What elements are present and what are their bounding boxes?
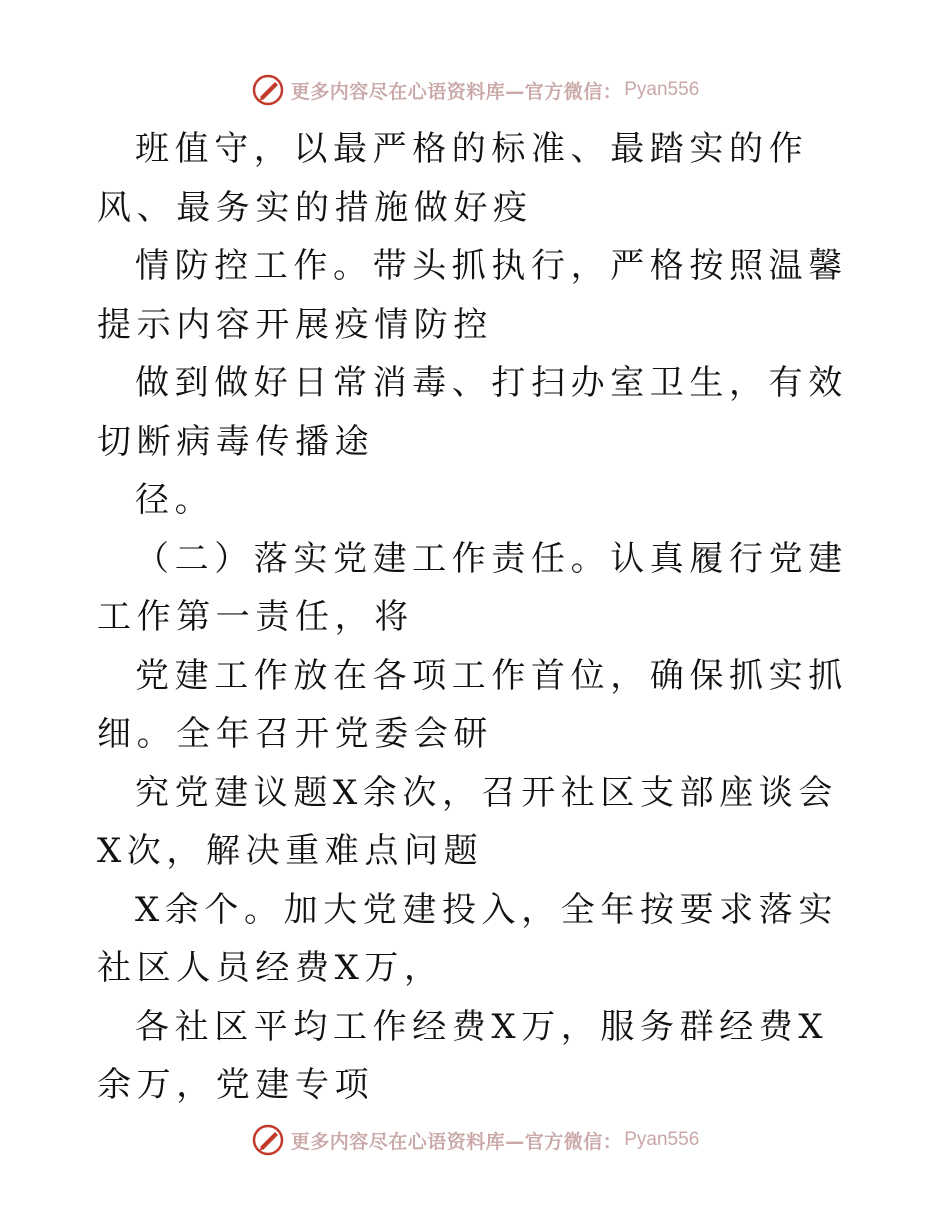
- footer-banner-text: 更多内容尽在心语资料库—官方微信：: [290, 1130, 623, 1153]
- paragraph: 党建工作放在各项工作首位，确保抓实抓细。全年召开党委会研: [97, 655, 848, 754]
- header-banner-id: Pyan556: [624, 79, 700, 100]
- paragraph: 究党建议题X余次，召开社区支部座谈会X次，解决重难点问题: [97, 772, 839, 871]
- paragraph: 径。: [135, 480, 215, 520]
- paragraph: 班值守，以最严格的标准、最踏实的作风、最务实的措施做好疫: [97, 129, 809, 228]
- paragraph: （二）落实党建工作责任。认真履行党建工作第一责任，将: [97, 538, 848, 637]
- footer-banner-id: Pyan556: [624, 1129, 700, 1150]
- paragraph: 各社区平均工作经费X万，服务群经费X余万，党建专项: [97, 1006, 829, 1105]
- seal-logo-icon: [251, 73, 285, 107]
- paragraph: 情防控工作。带头抓执行，严格按照温馨提示内容开展疫情防控: [97, 246, 848, 345]
- paragraph: 做到做好日常消毒、打扫办室卫生，有效切断病毒传播途: [97, 363, 848, 462]
- header-banner: [0, 70, 950, 110]
- document-body: [97, 120, 857, 1115]
- paragraph: X余个。加大党建投入，全年按要求落实社区人员经费X万，: [97, 889, 839, 988]
- seal-logo-icon: [251, 1123, 285, 1157]
- footer-banner: [0, 1120, 950, 1160]
- header-banner-text: 更多内容尽在心语资料库—官方微信：: [290, 80, 623, 103]
